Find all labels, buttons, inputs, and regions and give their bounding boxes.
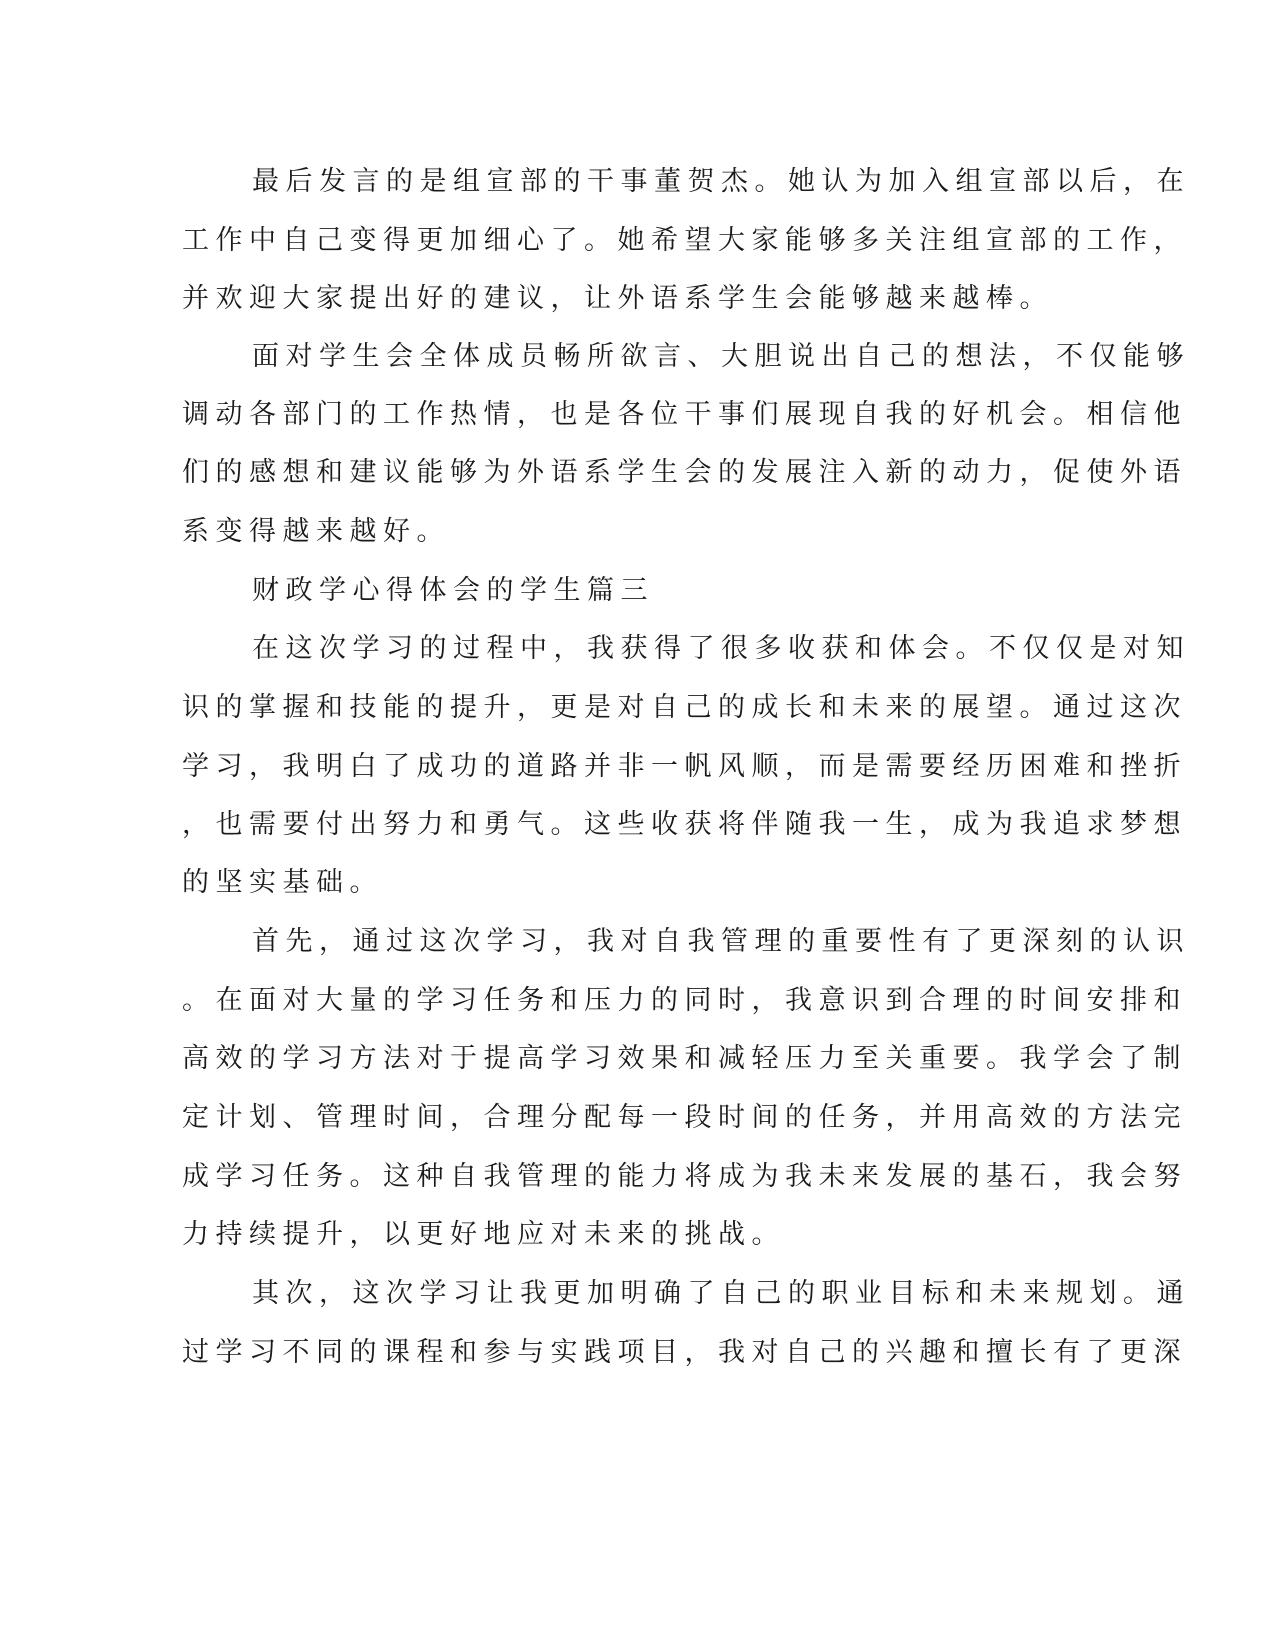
text-line: 成学习任务。这种自我管理的能力将成为我未来发展的基石，我会努 xyxy=(182,1161,1187,1192)
text-line: 首先，通过这次学习，我对自我管理的重要性有了更深刻的认识 xyxy=(252,926,1190,957)
text-line: 面对学生会全体成员畅所欲言、大胆说出自己的想法，不仅能够 xyxy=(252,341,1190,372)
text-line: 定计划、管理时间，合理分配每一段时间的任务，并用高效的方法完 xyxy=(182,1102,1187,1133)
text-line: 高效的学习方法对于提高学习效果和减轻压力至关重要。我学会了制 xyxy=(182,1043,1187,1074)
text-line: 的坚实基础。 xyxy=(182,867,383,898)
text-line: 识的掌握和技能的提升，更是对自己的成长和未来的展望。通过这次 xyxy=(182,692,1187,723)
text-line: 过学习不同的课程和参与实践项目，我对自己的兴趣和擅长有了更深 xyxy=(182,1337,1187,1368)
text-line: 。在面对大量的学习任务和压力的同时，我意识到合理的时间安排和 xyxy=(182,985,1187,1016)
text-line: 系变得越来越好。 xyxy=(182,516,450,547)
text-line: 工作中自己变得更加细心了。她希望大家能够多关注组宣部的工作， xyxy=(182,225,1187,256)
section-heading: 财政学心得体会的学生篇三 xyxy=(252,575,654,606)
text-line: 最后发言的是组宣部的干事董贺杰。她认为加入组宣部以后，在 xyxy=(252,166,1190,197)
text-line: 其次，这次学习让我更加明确了自己的职业目标和未来规划。通 xyxy=(252,1278,1190,1309)
text-line: 在这次学习的过程中，我获得了很多收获和体会。不仅仅是对知 xyxy=(252,633,1190,664)
text-line: 力持续提升，以更好地应对未来的挑战。 xyxy=(182,1219,785,1250)
text-line: 学习，我明白了成功的道路并非一帆风顺，而是需要经历困难和挫折 xyxy=(182,751,1187,782)
text-line: 并欢迎大家提出好的建议，让外语系学生会能够越来越棒。 xyxy=(182,283,1053,314)
text-line: 们的感想和建议能够为外语系学生会的发展注入新的动力，促使外语 xyxy=(182,457,1187,488)
text-line: 调动各部门的工作热情，也是各位干事们展现自我的好机会。相信他 xyxy=(182,399,1187,430)
text-line: ，也需要付出努力和勇气。这些收获将伴随我一生，成为我追求梦想 xyxy=(182,809,1187,840)
